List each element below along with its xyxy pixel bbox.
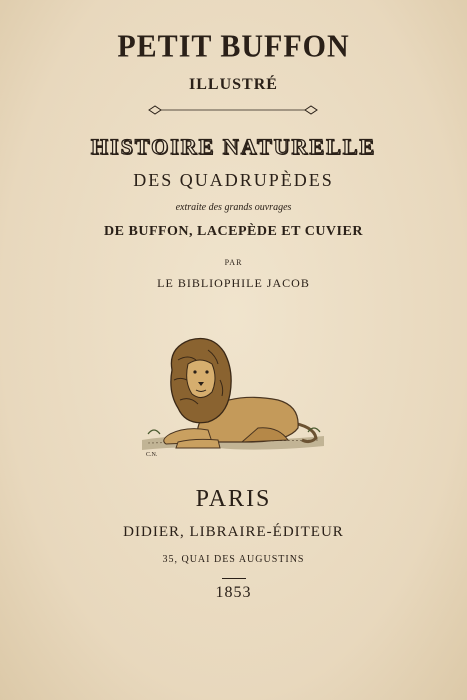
divider	[222, 578, 246, 579]
publisher: DIDIER, LIBRAIRE-ÉDITEUR	[123, 524, 344, 540]
ornament-divider-icon	[147, 104, 319, 116]
page-subtitle: ILLUSTRÉ	[189, 76, 278, 93]
editor-name: LE BIBLIOPHILE JACOB	[157, 276, 310, 290]
lion-illustration	[138, 330, 328, 460]
authors: DE BUFFON, LACEPÈDE ET CUVIER	[104, 224, 363, 239]
source-note: extraite des grands ouvrages	[175, 202, 292, 213]
address: 35, QUAI DES AUGUSTINS	[162, 554, 305, 565]
illustration-signature: C.N.	[146, 452, 158, 458]
year: 1853	[215, 584, 252, 601]
main-title: HISTOIRE NATURELLE	[90, 134, 377, 159]
by-label: PAR	[224, 258, 243, 267]
city: PARIS	[195, 486, 272, 512]
page-title: PETIT BUFFON	[117, 29, 350, 64]
main-subtitle: DES QUADRUPÈDES	[133, 170, 334, 190]
